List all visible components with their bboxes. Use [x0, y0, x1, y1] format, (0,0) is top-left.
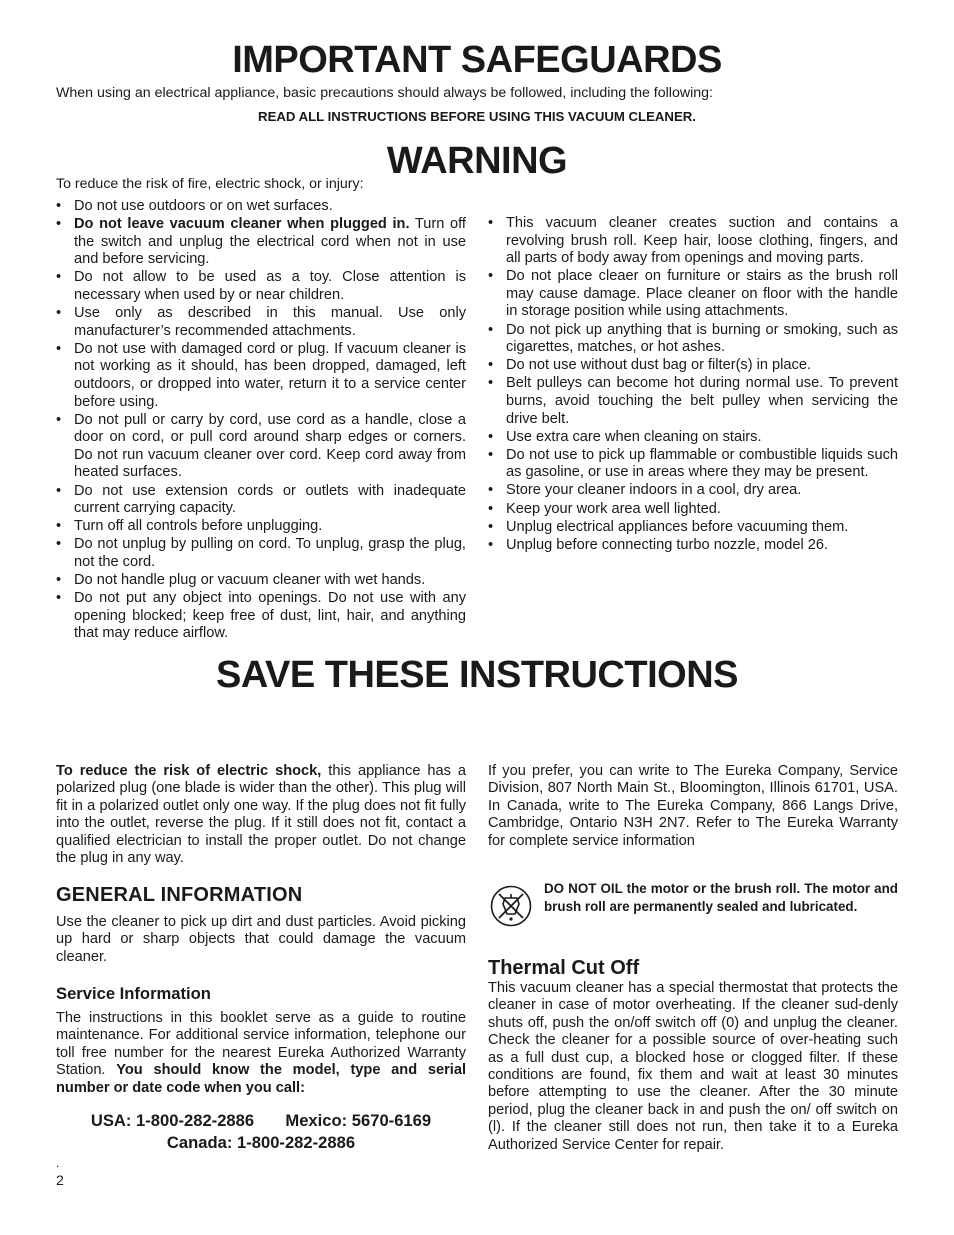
warning-list-right: [488, 215, 898, 555]
list-item: • Do not pick up anything that is burning or smoking, such as cigarettes, matches, or hot ashes.: [488, 322, 898, 357]
list-item: • Do not use extension cords or outlets with inadequate current carrying capacity.: [56, 483, 466, 518]
general-information-text: Use the cleaner to pick up dirt and dust particles. Avoid picking up hard or sharp objects that could damage the vacuum cleaner.: [56, 914, 466, 965]
list-item: • Do not use to pick up flammable or combustible liquids such as gasoline, or use in areas where they may be present.: [488, 447, 898, 482]
list-item: • Store your cleaner indoors in a cool, dry area.: [488, 482, 898, 500]
electric-shock-paragraph: To reduce the risk of electric shock, this appliance has a polarized plug (one blade is wider than the other). This plug will fit in a polarized outlet only one way. If the plug does not fit fully into the outlet, reverse the plug. If it still does not fit, contact a qualified electrician to install the proper outlet. Do not change the plug in any way.: [56, 763, 466, 867]
list-item: • Keep your work area well lighted.: [488, 501, 898, 519]
list-item: • Do not unplug by pulling on cord. To unplug, grasp the plug, not the cord.: [56, 536, 466, 571]
list-item: • Do not put any object into openings. Do not use with any opening blocked; keep free of dust, lint, hair, and anything that may reduce airflow.: [56, 590, 466, 643]
list-item: • Do not pull or carry by cord, use cord as a handle, close a door on cord, or pull cord around sharp edges or corners. Do not run vacuum cleaner over cord. Keep cord away from heated surfaces.: [56, 412, 466, 482]
general-information-heading: GENERAL INFORMATION: [56, 884, 303, 906]
service-information-text: The instructions in this booklet serve as a guide to routine maintenance. For additional service information, telephone our toll free number for the nearest Eureka Authorized Warranty Station. You should know the model, type and serial number or date code when you call:: [56, 1010, 467, 1096]
list-item: • Do not use without dust bag or filter(s) in place.: [488, 357, 898, 375]
list-item: • Do not allow to be used as a toy. Close attention is necessary when used by or near children.: [56, 269, 466, 304]
list-item: • Unplug electrical appliances before vacuuming them.: [488, 519, 898, 537]
thermal-cut-off-text: This vacuum cleaner has a special thermostat that protects the cleaner in case of motor overheating. If the cleaner sud-denly shuts off, push the on/off switch off (0) and unplug the cleaner. Check the cleaner for a possible source of over-heating such as a full dust cup, a blocked hose or clogged filter. If these conditions are found, fix them and wait at least 30 minutes before attempting to use the cleaner. After the 30 minute period, plug the cleaner back in and push the on/ off switch on (l). If the cleaner still does not run, then take it to a Eureka Authorized Service Center for repair.: [488, 980, 898, 1153]
phone-numbers: [56, 1110, 466, 1154]
list-item: • Do not use outdoors or on wet surfaces.: [56, 198, 466, 216]
list-item: • Use only as described in this manual. Use only manufacturer’s recommended attachments.: [56, 305, 466, 340]
phone-usa: USA: 1-800-282-2886: [90, 1111, 255, 1130]
no-oil-icon: [489, 884, 533, 928]
intro-text: When using an electrical appliance, basic precautions should always be followed, including the following:: [56, 85, 713, 101]
list-item: • Do not use with damaged cord or plug. If vacuum cleaner is not working as it should, has been dropped, damaged, left outdoors, or dropped into water, return it to a service center before using.: [56, 341, 466, 411]
phone-mexico: Mexico: 5670-6169: [285, 1111, 432, 1130]
read-all-notice: READ ALL INSTRUCTIONS BEFORE USING THIS VACUUM CLEANER.: [258, 109, 696, 124]
list-item: • Do not handle plug or vacuum cleaner with wet hands.: [56, 572, 466, 590]
phone-canada: Canada: 1-800-282-2886: [166, 1133, 356, 1152]
list-item: • Turn off all controls before unplugging.: [56, 518, 466, 536]
list-item: • Use extra care when cleaning on stairs.: [488, 429, 898, 447]
warning-list-left: [56, 198, 466, 643]
do-not-oil-notice: DO NOT OIL the motor or the brush roll. The motor and brush roll are permanently sealed and lubricated.: [544, 881, 898, 914]
thermal-cut-off-heading: Thermal Cut Off: [488, 957, 640, 979]
warning-title: WARNING: [386, 140, 568, 182]
page-number: 2: [56, 1172, 64, 1188]
warning-intro: To reduce the risk of fire, electric shock, or injury:: [56, 176, 364, 192]
footer-dot: .: [56, 1156, 60, 1170]
phone-row-usa-mexico: [56, 1110, 466, 1132]
page-title: IMPORTANT SAFEGUARDS: [232, 39, 722, 81]
list-item: • Unplug before connecting turbo nozzle, model 26.: [488, 537, 898, 555]
list-item: • Do not leave vacuum cleaner when plugged in. Turn off the switch and unplug the electrical cord when not in use and before servicing.: [56, 216, 466, 269]
list-item: • This vacuum cleaner creates suction and contains a revolving brush roll. Keep hair, loose clothing, fingers, and all parts of body away from openings and moving parts.: [488, 215, 898, 268]
save-instructions-title: SAVE THESE INSTRUCTIONS: [216, 654, 738, 696]
service-information-heading: Service Information: [56, 984, 211, 1003]
write-address-paragraph: If you prefer, you can write to The Eureka Company, Service Division, 807 North Main St., Bloomington, Illinois 61701, USA. In Canada, write to The Eureka Company, 866 Langs Drive, Cambridge, Ontario N3H 2N7. Refer to The Eureka Warranty for complete service information: [488, 763, 898, 849]
list-item: • Do not place cleaer on furniture or stairs as the brush roll may cause damage. Place cleaner on floor with the handle in storage position while using attachments.: [488, 268, 898, 321]
list-item: • Belt pulleys can become hot during normal use. To prevent burns, avoid touching the belt pulley when servicing the drive belt.: [488, 375, 898, 428]
